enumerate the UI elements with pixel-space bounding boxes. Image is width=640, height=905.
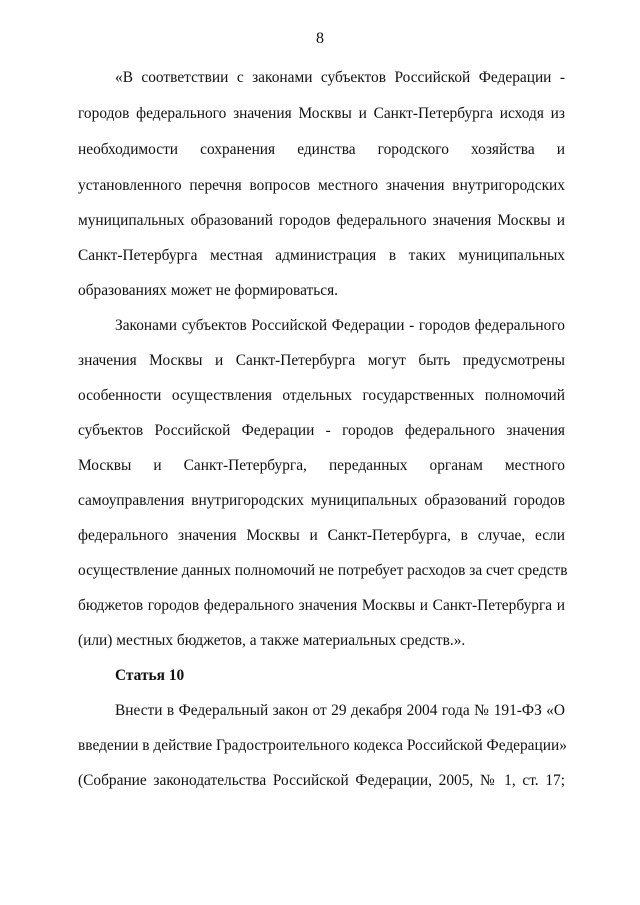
- paragraph-2-line-5: Москвы и Санкт-Петербурга, переданных органам местного: [78, 457, 565, 474]
- article-heading: Статья 10: [115, 667, 185, 684]
- paragraph-1-line-7: образованиях может не формироваться.: [78, 282, 339, 299]
- paragraph-1-line-2: городов федерального значения Москвы и Санкт-Петербурга исходя из: [78, 105, 565, 122]
- paragraph-2-line-4: субъектов Российской Федерации - городов федерального значения: [78, 422, 565, 439]
- page-number: 8: [316, 30, 324, 47]
- paragraph-1-line-1: «В соответствии с законами субъектов Российской Федерации -: [115, 69, 565, 86]
- paragraph-3-line-2: введении в действие Градостроительного кодекса Российской Федерации»: [78, 737, 567, 754]
- paragraph-2-line-7: федерального значения Москвы и Санкт-Петербурга, в случае, если: [78, 527, 565, 544]
- paragraph-2-line-3: особенности осуществления отдельных государственных полномочий: [78, 387, 565, 404]
- paragraph-1-line-6: Санкт-Петербурга местная администрация в таких муниципальных: [78, 247, 565, 264]
- paragraph-2-line-2: значения Москвы и Санкт-Петербурга могут быть предусмотрены: [78, 352, 565, 369]
- paragraph-1-line-3: необходимости сохранения единства городского хозяйства и: [78, 141, 565, 158]
- paragraph-1-line-5: муниципальных образований городов федерального значения Москвы и: [78, 212, 565, 229]
- paragraph-3-line-3: (Собрание законодательства Российской Федерации, 2005, № 1, ст. 17;: [78, 772, 565, 789]
- paragraph-2-line-10: (или) местных бюджетов, а также материальных средств.».: [78, 632, 466, 649]
- paragraph-3-line-1: Внести в Федеральный закон от 29 декабря 2004 года № 191-ФЗ «О: [115, 702, 565, 719]
- paragraph-1-line-4: установленного перечня вопросов местного значения внутригородских: [78, 177, 565, 194]
- paragraph-2-line-9: бюджетов городов федерального значения Москвы и Санкт-Петербурга и: [78, 597, 565, 614]
- paragraph-2-line-1: Законами субъектов Российской Федерации - городов федерального: [115, 317, 565, 334]
- paragraph-2-line-8: осуществление данных полномочий не потребует расходов за счет средств: [78, 562, 568, 579]
- paragraph-2-line-6: самоуправления внутригородских муниципальных образований городов: [78, 492, 565, 509]
